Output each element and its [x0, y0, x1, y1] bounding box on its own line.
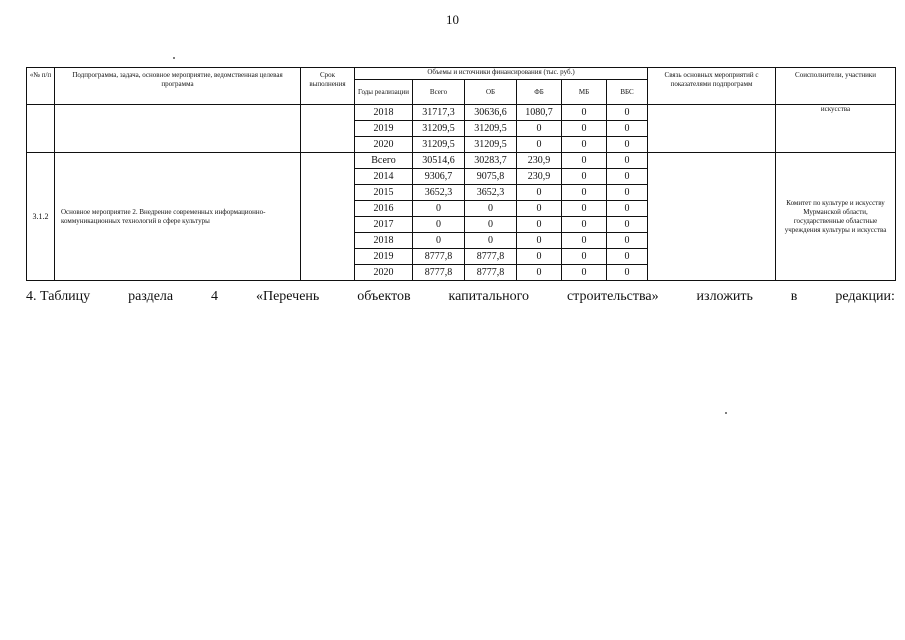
cell-total: 9306,7 — [413, 169, 465, 185]
cell-mb: 0 — [562, 121, 607, 137]
cell-fb: 0 — [517, 265, 562, 281]
instruction-word: 4 — [211, 289, 219, 304]
instruction-paragraph — [26, 288, 895, 306]
instruction-word: объектов — [357, 289, 411, 304]
cell-item-coexec: Комитет по культуре и искусству Мурманской области, государственные областные учреждения культуры и искусства — [776, 153, 896, 281]
instruction-word: 4. Таблицу — [26, 289, 91, 304]
page-number: 10 — [446, 12, 459, 27]
instruction-word: капитального — [448, 289, 530, 304]
cell-year: 2015 — [355, 185, 413, 201]
cell-total: 3652,3 — [413, 185, 465, 201]
cell-year: 2017 — [355, 217, 413, 233]
header-program: Подпрограмма, задача, основное мероприятие, ведомственная целевая программа — [55, 68, 301, 105]
cell-fb: 0 — [517, 185, 562, 201]
instruction-word: строительства» — [566, 289, 659, 304]
cell-link-blank — [648, 105, 776, 153]
cell-vbs: 0 — [607, 169, 648, 185]
cell-total: 0 — [413, 217, 465, 233]
cell-fb: 0 — [517, 233, 562, 249]
cell-fb: 0 — [517, 249, 562, 265]
financing-table — [26, 67, 896, 281]
cell-item-term — [301, 153, 355, 281]
cell-vbs: 0 — [607, 201, 648, 217]
cell-item-num: 3.1.2 — [27, 153, 55, 281]
cell-fb: 0 — [517, 137, 562, 153]
cell-ob: 0 — [465, 201, 517, 217]
cell-mb: 0 — [562, 105, 607, 121]
cell-total: 0 — [413, 233, 465, 249]
cell-vbs: 0 — [607, 137, 648, 153]
header-term: Срок выполнения — [301, 68, 355, 105]
header-years: Годы реализации — [355, 80, 413, 105]
instruction-word: редакции: — [835, 289, 895, 304]
cell-vbs: 0 — [607, 217, 648, 233]
cell-total: 8777,8 — [413, 265, 465, 281]
cell-year: 2020 — [355, 137, 413, 153]
cell-total: 30514,6 — [413, 153, 465, 169]
cell-item-link — [648, 153, 776, 281]
cell-year: 2019 — [355, 249, 413, 265]
cell-num-blank — [27, 105, 55, 153]
cell-fb: 230,9 — [517, 153, 562, 169]
cell-ob: 30636,6 — [465, 105, 517, 121]
header-vbs: ВБС — [607, 80, 648, 105]
cell-ob: 0 — [465, 217, 517, 233]
cell-fb: 230,9 — [517, 169, 562, 185]
cell-ob: 31209,5 — [465, 121, 517, 137]
cell-ob: 9075,8 — [465, 169, 517, 185]
header-coexec: Соисполнители, участники — [776, 68, 896, 105]
cell-mb: 0 — [562, 201, 607, 217]
cell-coexec-tail: искусства — [776, 105, 896, 153]
header-total: Всего — [413, 80, 465, 105]
cell-total: 31209,5 — [413, 121, 465, 137]
cell-fb: 0 — [517, 201, 562, 217]
cell-vbs: 0 — [607, 265, 648, 281]
cell-vbs: 0 — [607, 105, 648, 121]
cell-vbs: 0 — [607, 185, 648, 201]
header-funding: Объемы и источники финансирования (тыс. руб.) — [355, 68, 648, 80]
cell-ob: 8777,8 — [465, 265, 517, 281]
cell-total: 31717,3 — [413, 105, 465, 121]
header-fb: ФБ — [517, 80, 562, 105]
cell-ob: 30283,7 — [465, 153, 517, 169]
cell-year: 2016 — [355, 201, 413, 217]
cell-year: Всего — [355, 153, 413, 169]
header-num: «№ п/п — [27, 68, 55, 105]
header-link: Связь основных мероприятий с показателями подпрограмм — [648, 68, 776, 105]
table-row — [27, 105, 896, 121]
cell-vbs: 0 — [607, 121, 648, 137]
cell-vbs: 0 — [607, 249, 648, 265]
cell-item-name: Основное мероприятие 2. Внедрение современных информационно-коммуникационных технологий в сфере культуры — [55, 153, 301, 281]
table-row — [27, 153, 896, 169]
cell-mb: 0 — [562, 249, 607, 265]
cell-mb: 0 — [562, 265, 607, 281]
cell-year: 2020 — [355, 265, 413, 281]
cell-ob: 31209,5 — [465, 137, 517, 153]
cell-mb: 0 — [562, 137, 607, 153]
cell-total: 31209,5 — [413, 137, 465, 153]
cell-vbs: 0 — [607, 233, 648, 249]
cell-mb: 0 — [562, 169, 607, 185]
cell-year: 2018 — [355, 233, 413, 249]
cell-fb: 1080,7 — [517, 105, 562, 121]
cell-total: 0 — [413, 201, 465, 217]
cell-year: 2018 — [355, 105, 413, 121]
cell-ob: 8777,8 — [465, 249, 517, 265]
scan-speck — [173, 57, 175, 59]
header-ob: ОБ — [465, 80, 517, 105]
instruction-word: изложить — [696, 289, 753, 304]
cell-ob: 0 — [465, 233, 517, 249]
cell-year: 2019 — [355, 121, 413, 137]
cell-total: 8777,8 — [413, 249, 465, 265]
cell-fb: 0 — [517, 217, 562, 233]
cell-mb: 0 — [562, 233, 607, 249]
header-mb: МБ — [562, 80, 607, 105]
instruction-word: в — [790, 289, 798, 304]
cell-mb: 0 — [562, 185, 607, 201]
scan-speck — [725, 412, 727, 414]
cell-mb: 0 — [562, 153, 607, 169]
instruction-word: «Перечень — [255, 289, 320, 304]
cell-fb: 0 — [517, 121, 562, 137]
cell-mb: 0 — [562, 217, 607, 233]
instruction-word: раздела — [128, 289, 174, 304]
cell-vbs: 0 — [607, 153, 648, 169]
cell-ob: 3652,3 — [465, 185, 517, 201]
cell-program-blank — [55, 105, 301, 153]
cell-term-blank — [301, 105, 355, 153]
cell-year: 2014 — [355, 169, 413, 185]
